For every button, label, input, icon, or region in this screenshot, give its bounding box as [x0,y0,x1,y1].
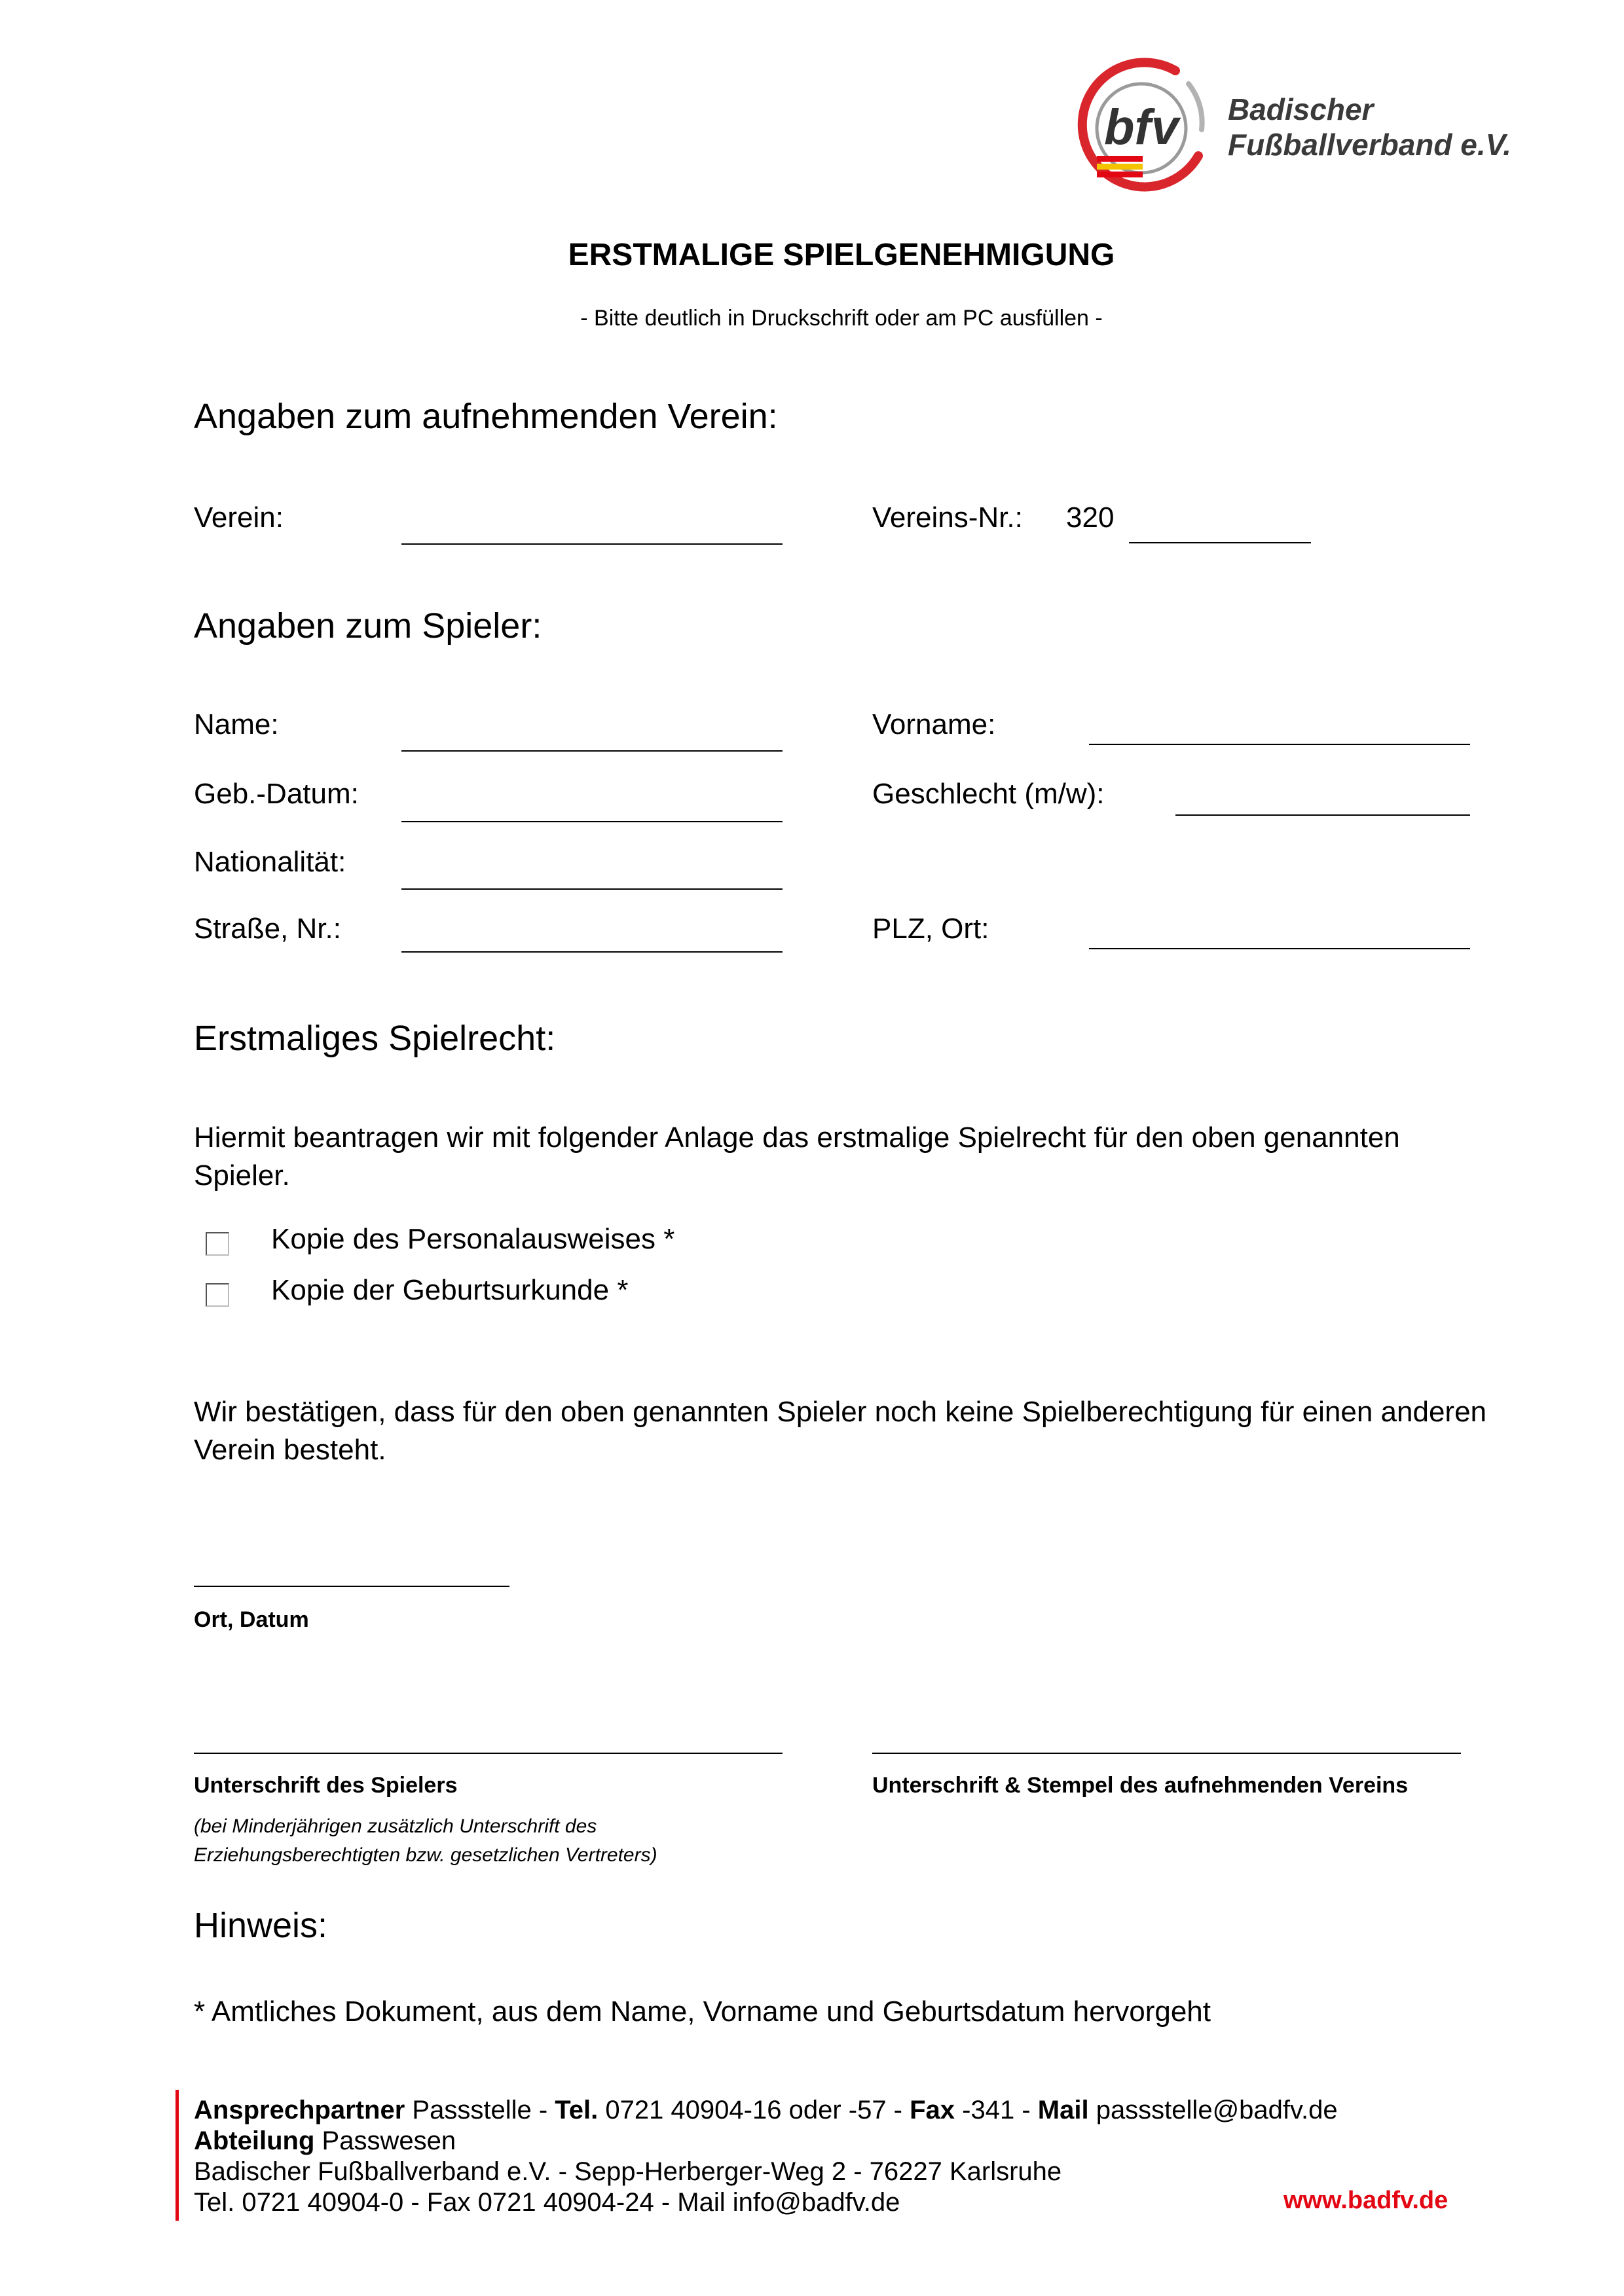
strasse-input-line[interactable] [401,951,783,953]
name-input-line[interactable] [401,750,783,752]
minor-note-line-2: Erziehungsberechtigten bzw. gesetzlichen Vertreters) [194,1844,657,1866]
name-label: Name: [194,708,279,740]
verein-signature-label: Unterschrift & Stempel des aufnehmenden Vereins [872,1773,1409,1798]
spieler-signature-label: Unterschrift des Spielers [194,1773,458,1798]
bfv-logo [1064,58,1509,202]
footer-accent-bar [175,2090,179,2221]
section-heading-hinweis: Hinweis: [194,1906,328,1945]
footer-contact [194,2095,1338,2218]
vereins-nr-label: Vereins-Nr.: [872,501,1023,534]
plz-ort-input-line[interactable] [1089,948,1470,949]
footer-line-1: Ansprechpartner Passstelle - Tel. 0721 40904-16 oder -57 - Fax -341 - Mail passstelle@badfv.de [194,2096,1338,2124]
checkbox-personalausweis[interactable] [206,1232,229,1256]
logo-line-1: Badischer [1228,92,1374,126]
nationalitaet-label: Nationalität: [194,846,346,878]
logo-text [1228,92,1511,162]
svg-text:bfv: bfv [1104,100,1179,155]
vorname-label: Vorname: [872,708,996,740]
verein-input-line[interactable] [401,543,783,545]
geschlecht-label: Geschlecht (m/w): [872,778,1105,810]
spieler-signature-line[interactable] [194,1753,783,1754]
website-link[interactable]: www.badfv.de [1283,2187,1449,2214]
logo-line-2: Fußballverband e.V. [1228,128,1511,162]
geb-datum-input-line[interactable] [401,821,783,822]
footer-address: Badischer Fußballverband e.V. - Sepp-Herberger-Weg 2 - 76227 Karlsruhe [194,2157,1062,2186]
hinweis-text: * Amtliches Dokument, aus dem Name, Vorname und Geburtsdatum hervorgeht [194,1995,1211,2028]
nationalitaet-input-line[interactable] [401,888,783,890]
document-title: ERSTMALIGE SPIELGENEHMIGUNG [568,238,1115,272]
geb-datum-label: Geb.-Datum: [194,778,359,810]
checkbox-geburtsurkunde-label: Kopie der Geburtsurkunde * [271,1274,629,1306]
checkbox-geburtsurkunde[interactable] [206,1283,229,1307]
minor-note-line-1: (bei Minderjährigen zusätzlich Unterschrift des [194,1815,597,1837]
confirmation-text: Wir bestätigen, dass für den oben genannten Spieler noch keine Spielberechtigung für einen anderen Verein besteht. [194,1396,1487,1466]
checkbox-personalausweis-label: Kopie des Personalausweises * [271,1223,675,1255]
plz-ort-label: PLZ, Ort: [872,913,989,945]
vorname-input-line[interactable] [1089,744,1470,745]
geschlecht-input-line[interactable] [1175,814,1470,816]
verein-signature-line[interactable] [872,1753,1461,1754]
document-subtitle: - Bitte deutlich in Druckschrift oder am PC ausfüllen - [580,306,1103,331]
ort-datum-line[interactable] [194,1586,509,1587]
bfv-emblem-icon [1064,58,1221,202]
verein-label: Verein: [194,501,284,534]
strasse-label: Straße, Nr.: [194,913,341,945]
footer-contact-line: Tel. 0721 40904-0 - Fax 0721 40904-24 - Mail info@badfv.de [194,2188,900,2217]
vereins-nr-input-line[interactable] [1129,542,1311,543]
section-heading-verein: Angaben zum aufnehmenden Verein: [194,397,778,436]
footer-line-2: Abteilung Passwesen [194,2126,456,2155]
section-heading-spieler: Angaben zum Spieler: [194,606,542,646]
ort-datum-label: Ort, Datum [194,1607,309,1632]
vereins-nr-value: 320 [1066,501,1115,534]
section-heading-spielrecht: Erstmaliges Spielrecht: [194,1019,556,1058]
spielrecht-intro: Hiermit beantragen wir mit folgender Anlage das erstmalige Spielrecht für den oben genannten Spieler. [194,1121,1400,1192]
